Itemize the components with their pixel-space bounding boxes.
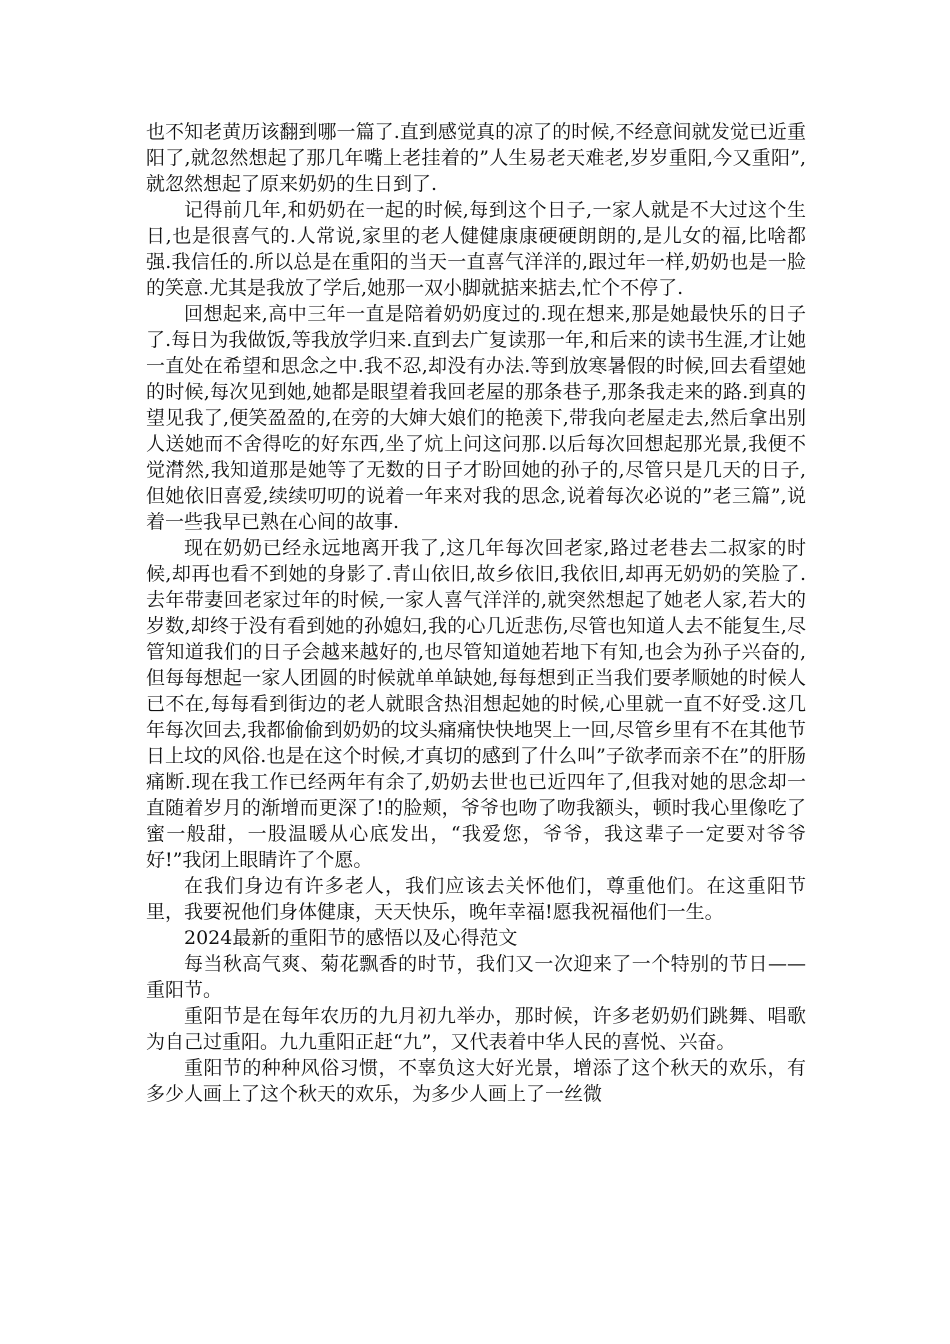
paragraph-continuation: 也不知老黄历该翻到哪一篇了.直到感觉真的凉了的时候,不经意间就发觉已近重阳了,就忽然想起了那几年嘴上老挂着的”人生易老天难老,岁岁重阳,今又重阳”,就忽然想起了原来奶奶的生日到了.	[146, 121, 806, 195]
paragraph: 记得前几年,和奶奶在一起的时候,每到这个日子,一家人就是不大过这个生日,也是很喜气的.人常说,家里的老人健健康康硬硬朗朗的,是儿女的福,比啥都强.我信任的.所以总是在重阳的当天一直喜气洋洋的,跟过年一样,奶奶也是一脸的笑意.尤其是我放了学后,她那一双小脚就掂来掂去,忙个不停了.	[146, 199, 806, 299]
document-body	[146, 119, 806, 1107]
paragraph: 重阳节是在每年农历的九月初九举办，那时候，许多老奶奶们跳舞、唱歌为自己过重阳。九九重阳正赶“九”，又代表着中华人民的喜悦、兴奋。	[146, 1005, 806, 1053]
paragraph: 现在奶奶已经永远地离开我了,这几年每次回老家,路过老巷去二叔家的时候,却再也看不到她的身影了.青山依旧,故乡依旧,我依旧,却再无奶奶的笑脸了.去年带妻回老家过年的时候,一家人喜气洋洋的,就突然想起了她老人家,若大的岁数,却终于没有看到她的孙媳妇,我的心几近悲伤,尽管也知道人去不能复生,尽管知道我们的日子会越来越好的,也尽管知道她若地下有知,也会为孙子兴奋的,但每每想起一家人团圆的时候就单单缺她,每每想到正当我们要孝顺她的时候人已不在,每每看到街边的老人就眼含热泪想起她的时候,心里就一直不好受.这几年每次回去,我都偷偷到奶奶的坟头痛痛快快地哭上一回,尽管乡里有不在其他节日上坟的风俗.也是在这个时候,才真切的感到了什么叫”子欲孝而亲不在”的肝肠痛断.现在我工作已经两年有余了,奶奶去世也已近四年了,但我对她的思念却一直随着岁月的渐增而更深了!的脸颊，爷爷也吻了吻我额头，顿时我心里像吃了蜜一般甜，一股温暖从心底发出，“我爱您，爷爷，我这辈子一定要对爷爷好!”我闭上眼睛许了个愿。	[146, 537, 806, 871]
paragraph: 每当秋高气爽、菊花飘香的时节，我们又一次迎来了一个特别的节日——重阳节。	[146, 953, 806, 1001]
paragraph: 在我们身边有许多老人，我们应该去关怀他们，尊重他们。在这重阳节里，我要祝他们身体健康，天天快乐，晚年幸福!愿我祝福他们一生。	[146, 875, 806, 923]
paragraph: 重阳节的种种风俗习惯，不辜负这大好光景，增添了这个秋天的欢乐，有多少人画上了这个秋天的欢乐，为多少人画上了一丝微	[146, 1057, 806, 1105]
section-heading: 2024最新的重阳节的感悟以及心得范文	[184, 927, 518, 949]
paragraph: 回想起来,高中三年一直是陪着奶奶度过的.现在想来,那是她最快乐的日子了.每日为我做饭,等我放学归来.直到去广复读那一年,和后来的读书生涯,才让她一直处在希望和思念之中.我不忍,却没有办法.等到放寒暑假的时候,回去看望她的时候,每次见到她,她都是眼望着我回老屋的那条巷子,那条我走来的路.到真的望见我了,便笑盈盈的,在旁的大婶大娘们的艳羡下,带我向老屋走去,然后拿出别人送她而不舍得吃的好东西,坐了炕上问这问那.以后每次回想起那光景,我便不觉潸然,我知道那是她等了无数的日子才盼回她的孙子的,尽管只是几天的日子,但她依旧喜爱,续续叨叨的说着一年来对我的思念,说着每次必说的”老三篇”,说着一些我早已熟在心间的故事.	[146, 303, 806, 533]
